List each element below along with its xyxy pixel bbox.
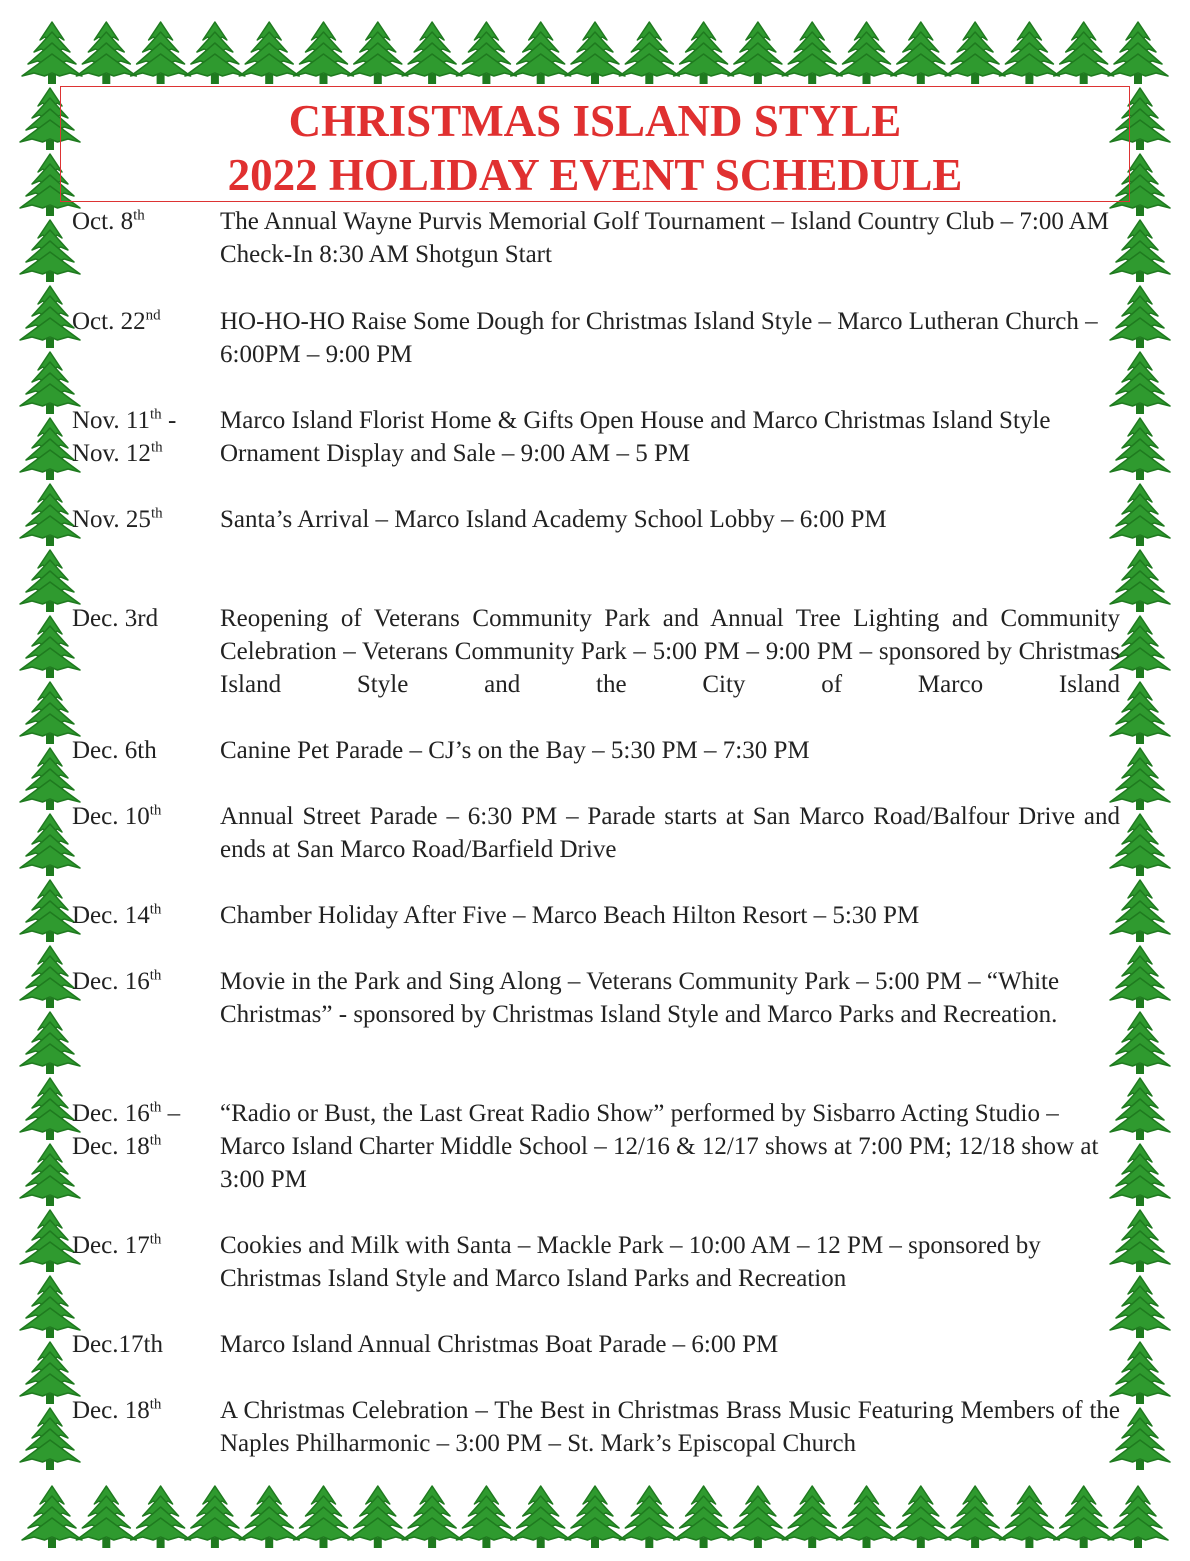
christmas-tree-icon — [20, 418, 80, 480]
event-date — [72, 1328, 220, 1361]
event-date-line: Oct. 8th — [72, 207, 145, 235]
christmas-tree-icon — [837, 22, 897, 84]
christmas-tree-icon — [20, 616, 80, 678]
event-date — [72, 899, 220, 932]
event-date — [72, 602, 220, 635]
christmas-tree-icon — [565, 22, 625, 84]
christmas-tree-icon — [20, 1078, 80, 1140]
christmas-tree-icon — [239, 1486, 299, 1548]
christmas-tree-icon — [20, 484, 80, 546]
event-date — [72, 800, 220, 833]
event-row — [72, 404, 1120, 470]
event-row — [72, 305, 1120, 371]
event-row — [72, 1328, 1120, 1361]
event-row — [72, 899, 1120, 932]
event-row — [72, 1394, 1120, 1460]
christmas-tree-icon — [1054, 1486, 1114, 1548]
event-date — [72, 305, 220, 338]
event-date — [72, 734, 220, 767]
event-date — [72, 1097, 220, 1163]
event-description: Reopening of Veterans Community Park and Annual Tree Lighting and Community Celebration – Veterans Community Park – 5:00 PM – 9:00 PM – sponsored by Christmas Island Style and the City of Marco Island — [220, 605, 1120, 698]
christmas-tree-icon — [402, 1486, 462, 1548]
christmas-tree-icon — [20, 1210, 80, 1272]
christmas-tree-icon — [22, 22, 82, 84]
christmas-tree-icon — [511, 22, 571, 84]
event-date-line: Dec. 18th — [72, 1396, 162, 1424]
christmas-tree-icon — [76, 1486, 136, 1548]
event-date-line: Dec. 10th — [72, 802, 162, 830]
event-date-line: Dec. 16th – — [72, 1099, 181, 1127]
christmas-tree-icon — [294, 22, 354, 84]
christmas-tree-icon — [20, 748, 80, 810]
event-description: Movie in the Park and Sing Along – Veterans Community Park – 5:00 PM – “White Christmas” - sponsored by Christmas Island Style and Marco Parks and Recreation. — [220, 968, 1060, 1028]
title-line-2: 2022 HOLIDAY EVENT SCHEDULE — [227, 150, 963, 200]
christmas-tree-icon — [20, 220, 80, 282]
event-date-line: Dec. 6th — [72, 737, 157, 764]
christmas-tree-icon — [20, 550, 80, 612]
christmas-tree-icon — [20, 814, 80, 876]
christmas-tree-icon — [891, 22, 951, 84]
christmas-tree-icon — [20, 352, 80, 414]
title-line-1: CHRISTMAS ISLAND STYLE — [288, 96, 902, 146]
christmas-tree-icon — [782, 1486, 842, 1548]
christmas-tree-icon — [945, 1486, 1005, 1548]
event-description: Chamber Holiday After Five – Marco Beach Hilton Resort – 5:30 PM — [220, 902, 920, 929]
christmas-tree-icon — [22, 1486, 82, 1548]
event-date — [72, 205, 220, 238]
event-date-line: Nov. 12th — [72, 439, 163, 467]
event-description: Canine Pet Parade – CJ’s on the Bay – 5:30 PM – 7:30 PM — [220, 737, 810, 764]
event-date-line: Oct. 22nd — [72, 307, 161, 335]
event-date-line: Dec. 17th — [72, 1231, 162, 1259]
event-row — [72, 965, 1120, 1031]
christmas-tree-icon — [891, 1486, 951, 1548]
christmas-tree-icon — [728, 22, 788, 84]
christmas-tree-icon — [294, 1486, 354, 1548]
title-box — [60, 86, 1130, 202]
event-date — [72, 503, 220, 536]
event-date — [72, 404, 220, 470]
christmas-tree-icon — [20, 286, 80, 348]
christmas-tree-icon — [348, 22, 408, 84]
christmas-tree-icon — [511, 1486, 571, 1548]
event-description: A Christmas Celebration – The Best in Christmas Brass Music Featuring Members of the Naples Philharmonic – 3:00 PM – St. Mark’s Episcopal Church — [220, 1397, 1120, 1457]
christmas-tree-icon — [837, 1486, 897, 1548]
christmas-tree-icon — [674, 1486, 734, 1548]
christmas-tree-icon — [565, 1486, 625, 1548]
christmas-tree-icon — [945, 22, 1005, 84]
event-date-line: Dec.17th — [72, 1331, 163, 1358]
christmas-tree-icon — [456, 22, 516, 84]
christmas-tree-icon — [1108, 22, 1168, 84]
event-date-line: Nov. 25th — [72, 505, 163, 533]
event-description: Santa’s Arrival – Marco Island Academy School Lobby – 6:00 PM — [220, 506, 887, 533]
christmas-tree-icon — [20, 1276, 80, 1338]
event-date-line: Nov. 11th - — [72, 406, 177, 434]
event-row — [72, 1229, 1120, 1295]
christmas-tree-icon — [131, 22, 191, 84]
event-description: Marco Island Annual Christmas Boat Parade – 6:00 PM — [220, 1331, 779, 1358]
christmas-tree-icon — [619, 1486, 679, 1548]
event-date-line: Dec. 16th — [72, 967, 162, 995]
christmas-tree-icon — [185, 1486, 245, 1548]
event-description: Marco Island Florist Home & Gifts Open House and Marco Christmas Island Style Ornament Display and Sale – 9:00 AM – 5 PM — [220, 407, 1051, 467]
christmas-tree-icon — [131, 1486, 191, 1548]
christmas-tree-icon — [999, 22, 1059, 84]
event-row — [72, 205, 1120, 271]
christmas-tree-icon — [999, 1486, 1059, 1548]
event-row — [72, 503, 1120, 536]
christmas-tree-icon — [1108, 1486, 1168, 1548]
christmas-tree-icon — [402, 22, 462, 84]
event-description: “Radio or Bust, the Last Great Radio Show” performed by Sisbarro Acting Studio – Marco Island Charter Middle School – 12/16 & 12/17 shows at 7:00 PM; 12/18 show at 3:00 PM — [220, 1100, 1099, 1193]
event-date — [72, 965, 220, 998]
christmas-tree-icon — [20, 682, 80, 744]
christmas-tree-icon — [1054, 22, 1114, 84]
event-row — [72, 734, 1120, 767]
christmas-tree-icon — [782, 22, 842, 84]
event-description: HO-HO-HO Raise Some Dough for Christmas Island Style – Marco Lutheran Church – 6:00PM – 9:00 PM — [220, 308, 1098, 368]
christmas-tree-icon — [674, 22, 734, 84]
christmas-tree-icon — [348, 1486, 408, 1548]
christmas-tree-icon — [239, 22, 299, 84]
event-row — [72, 800, 1120, 866]
christmas-tree-icon — [20, 946, 80, 1008]
christmas-tree-icon — [20, 1144, 80, 1206]
event-description: Cookies and Milk with Santa – Mackle Park – 10:00 AM – 12 PM – sponsored by Christmas Island Style and Marco Island Parks and Recreation — [220, 1232, 1041, 1292]
event-date — [72, 1229, 220, 1262]
event-date — [72, 1394, 220, 1427]
christmas-tree-icon — [20, 880, 80, 942]
christmas-tree-icon — [456, 1486, 516, 1548]
christmas-tree-icon — [728, 1486, 788, 1548]
christmas-tree-icon — [20, 1408, 80, 1470]
event-date-line: Dec. 18th — [72, 1132, 162, 1160]
event-row — [72, 1097, 1120, 1196]
christmas-tree-icon — [619, 22, 679, 84]
christmas-tree-icon — [20, 1012, 80, 1074]
christmas-tree-icon — [185, 22, 245, 84]
event-description: Annual Street Parade – 6:30 PM – Parade starts at San Marco Road/Balfour Drive and ends at San Marco Road/Barfield Drive — [220, 803, 1120, 863]
christmas-tree-icon — [20, 1342, 80, 1404]
event-date-line: Dec. 14th — [72, 901, 162, 929]
event-description: The Annual Wayne Purvis Memorial Golf Tournament – Island Country Club – 7:00 AM Check-In 8:30 AM Shotgun Start — [220, 208, 1109, 268]
event-date-line: Dec. 3rd — [72, 605, 159, 632]
event-row — [72, 602, 1120, 701]
christmas-tree-icon — [76, 22, 136, 84]
